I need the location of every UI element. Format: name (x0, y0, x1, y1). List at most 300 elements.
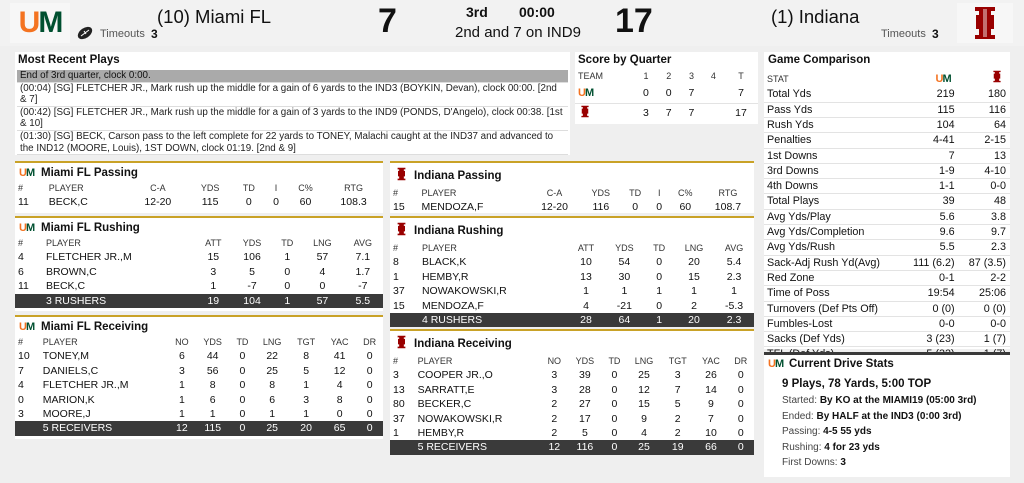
comparison-row (764, 87, 1010, 102)
cell: 1 (269, 408, 276, 421)
total-row (390, 440, 754, 454)
miami-value: 3 (23) (902, 332, 958, 347)
indiana-value: 48 (959, 194, 1010, 209)
cell: 12-20 (541, 201, 568, 214)
indiana-value: 0-0 (959, 179, 1010, 194)
player-name: 5 RECEIVERS (415, 440, 541, 454)
table-row[interactable] (15, 250, 383, 264)
player-name: BECK,C (45, 280, 86, 293)
score-by-quarter-panel (575, 52, 758, 124)
cell: 5.4 (726, 256, 742, 269)
cell: 0 (273, 196, 279, 209)
cell (703, 83, 724, 103)
cell: 0 (737, 383, 744, 396)
indiana-logo-icon (394, 167, 408, 184)
cell: 0 (366, 393, 373, 406)
cell: 15 (393, 299, 405, 312)
miami-value: 9.6 (902, 225, 958, 240)
cell: 8 (269, 379, 276, 392)
cell: 66 (694, 440, 727, 454)
cell: 1 (178, 408, 185, 421)
cell: 108.3 (340, 196, 367, 209)
home-score: 17 (615, 2, 653, 40)
column-header: PLAYER (42, 337, 78, 347)
play-item[interactable]: (00:04) [SG] FLETCHER JR., Mark rush up the middle for a gain of 6 yards to the IND3 (BOYKIN, Devan), clock 00:00. [2nd & 7] (17, 83, 568, 107)
cell: 15 (393, 201, 405, 214)
stat-name: 4th Downs (764, 179, 902, 194)
miami-value: 5.5 (902, 240, 958, 255)
indiana-value: 25:06 (959, 286, 1010, 301)
cell: 8 (393, 256, 399, 269)
home-timeouts: 3 (932, 27, 939, 41)
cell: 0 (737, 412, 744, 425)
table-row[interactable] (390, 255, 754, 269)
stat-name: Avg Yds/Completion (764, 225, 902, 240)
comparison-row (764, 179, 1010, 194)
score-by-quarter-table (575, 69, 758, 123)
cell: 0 (366, 408, 373, 421)
stat-table (390, 354, 754, 455)
column-header: LNG (313, 238, 332, 248)
current-drive-panel (764, 352, 1010, 477)
cell: 25 (266, 364, 279, 377)
cell: 0 (602, 440, 627, 454)
column-header: I (274, 183, 278, 193)
cell: 15 (207, 251, 220, 264)
column-header: C-A (150, 183, 166, 193)
stat-name: Turnovers (Def Pts Off) (764, 301, 902, 316)
column-header: # (18, 183, 24, 193)
cell: 19 (661, 440, 694, 454)
table-row[interactable] (15, 378, 383, 392)
cell: 0 (239, 350, 246, 363)
play-item[interactable]: (00:42) [SG] FLETCHER JR., Mark rush up the middle for a gain of 3 yards to the IND9 (PONDS, D'Angelo), clock 00:38. [1st & 10] (17, 107, 568, 131)
cell: 0 (632, 201, 639, 214)
player-name: TONEY,M (42, 350, 90, 363)
cell: 27 (579, 398, 591, 411)
column-header: YDS (200, 183, 220, 193)
cell: 0 (284, 265, 291, 278)
total-row (390, 313, 754, 327)
cell: 7 (688, 107, 695, 120)
cell: 7 (688, 86, 695, 99)
cell: 0 (737, 398, 744, 411)
section-title: Indiana Rushing (414, 224, 504, 237)
cell: 115 (201, 196, 219, 209)
column-header: YDS (615, 243, 634, 253)
column-header: TD (629, 188, 642, 198)
player-name: DANIELS,C (42, 364, 99, 377)
indiana-logo-icon (578, 105, 592, 122)
cell (15, 421, 40, 435)
section-title: Miami FL Passing (41, 167, 138, 179)
total-row (15, 294, 383, 308)
cell: 7 (665, 107, 672, 120)
cell: 10 (580, 256, 592, 269)
cell: 1 (393, 427, 399, 440)
column-header: LNG (634, 356, 654, 366)
stat-table (15, 236, 383, 308)
stat-name: Pass Yds (764, 102, 902, 117)
column-header: YAC (702, 356, 720, 366)
cell: 9 (641, 412, 647, 425)
stat-name: Sacks (Def Yds) (764, 332, 902, 347)
column-header: # (18, 238, 24, 248)
cell: 37 (393, 285, 405, 298)
cell: 2 (551, 398, 558, 411)
stat-name: 3rd Downs (764, 163, 902, 178)
cell: 15 (638, 398, 650, 411)
drive-rushing-label: Rushing: (782, 441, 822, 453)
table-row[interactable] (390, 299, 754, 313)
column-header: AVG (724, 243, 744, 253)
cell: -21 (616, 299, 632, 312)
cell: 8 (336, 393, 343, 406)
miami-logo: UM (10, 3, 70, 43)
cell: 60 (299, 196, 312, 209)
cell (390, 313, 419, 327)
cell: 1 (178, 379, 185, 392)
play-item[interactable]: (01:30) [SG] BECK, Carson pass to the left complete for 22 yards to TONEY, Malachi caught at the IND37 and advanced to the IND12 (MOORE, Louis), 1ST DOWN, clock 01:19. [2nd & 9] (17, 131, 568, 155)
indiana-logo-icon (990, 70, 1004, 87)
stat-name: Rush Yds (764, 118, 902, 133)
cell: 1 (583, 285, 589, 298)
stat-name: Penalties (764, 133, 902, 148)
table-row (575, 83, 758, 103)
cell: 25 (638, 369, 650, 382)
cell: 25 (255, 421, 289, 435)
column-header: NO (175, 337, 189, 347)
table-row[interactable] (390, 368, 754, 382)
cell: 0 (728, 440, 754, 454)
indiana-logo-icon (394, 222, 408, 239)
cell: 2.3 (714, 313, 754, 327)
cell: 3 (393, 369, 399, 382)
cell: 39 (579, 369, 591, 382)
indiana-value: 1 (7) (959, 332, 1010, 347)
cell: 115 (196, 421, 230, 435)
indiana-value: 64 (959, 118, 1010, 133)
cell: 1 (691, 285, 697, 298)
comparison-row (764, 133, 1010, 148)
scoreboard-header (0, 0, 1024, 46)
indiana-receiving-panel (390, 329, 754, 453)
cell: 4 (18, 251, 24, 264)
table-row[interactable] (390, 383, 754, 397)
table-row[interactable] (390, 284, 754, 298)
indiana-logo (957, 3, 1013, 43)
stat-table (390, 241, 754, 327)
comparison-row (764, 286, 1010, 301)
cell: 17 (735, 107, 747, 120)
cell: 11 (18, 196, 29, 209)
cell: 37 (393, 412, 405, 425)
cell: 10 (705, 427, 717, 440)
column-header: PLAYER (48, 183, 84, 193)
cell: 7 (674, 383, 681, 396)
miami-logo-icon: UM (578, 86, 594, 99)
cell: 13 (393, 383, 405, 396)
column-header: YDS (203, 337, 222, 347)
cell: 7 (738, 86, 744, 99)
cell: 0 (239, 393, 246, 406)
cell: 2 (691, 299, 697, 312)
stat-name: Time of Poss (764, 286, 902, 301)
column-header: # (393, 243, 399, 253)
column-header: YDS (591, 188, 611, 198)
drive-summary: 9 Plays, 78 Yards, 5:00 TOP (782, 378, 932, 390)
recent-plays-panel (15, 52, 570, 155)
down-distance: 2nd and 7 on IND9 (455, 24, 581, 41)
cell: 5 (674, 398, 681, 411)
cell: 0 (366, 379, 373, 392)
cell: 19 (195, 294, 232, 308)
indiana-value: 180 (959, 87, 1010, 102)
comparison-row (764, 102, 1010, 117)
cell: 3 (674, 369, 681, 382)
table-row[interactable] (15, 364, 383, 378)
indiana-logo-icon (394, 335, 408, 352)
cell: 3 (178, 364, 185, 377)
section-title: Miami FL Rushing (41, 222, 140, 234)
cell: 12 (541, 440, 568, 454)
miami-receiving-panel (15, 315, 383, 439)
indiana-value: 2.3 (959, 240, 1010, 255)
cell: 0 (611, 412, 618, 425)
cell: 1 (393, 270, 399, 283)
cell: 1 (178, 393, 185, 406)
cell: 2.3 (726, 270, 742, 283)
cell: 0 (737, 427, 744, 440)
table-row[interactable] (390, 397, 754, 411)
game-clock: 00:00 (519, 4, 555, 20)
stat-name: 1st Downs (764, 148, 902, 163)
stat-name: Total Yds (764, 87, 902, 102)
indiana-value: 2-15 (959, 133, 1010, 148)
miami-value: 4-41 (902, 133, 958, 148)
comparison-row (764, 194, 1010, 209)
cell: 15 (688, 270, 700, 283)
table-row[interactable] (15, 195, 383, 209)
header-cell: 1 (643, 71, 649, 81)
cell: 12 (333, 364, 346, 377)
stat-name: Red Zone (764, 270, 902, 285)
comparison-row (764, 148, 1010, 163)
cell: 0 (230, 421, 255, 435)
indiana-passing-panel (390, 161, 754, 213)
section-title: Indiana Passing (414, 169, 502, 182)
cell (703, 103, 724, 123)
player-name: BECKER,C (417, 398, 472, 411)
player-name: MARION,K (42, 393, 95, 406)
cell: 6 (209, 393, 216, 406)
cell: 0 (366, 350, 373, 363)
table-row[interactable] (390, 426, 754, 440)
table-row[interactable] (390, 270, 754, 284)
column-header: C-A (546, 188, 563, 198)
stat-table (390, 186, 754, 215)
score-by-quarter-title: Score by Quarter (578, 54, 672, 66)
table-row[interactable] (15, 407, 383, 421)
player-name: FLETCHER JR.,M (45, 251, 132, 264)
cell: 2 (674, 427, 681, 440)
indiana-value: 2-2 (959, 270, 1010, 285)
column-header: PLAYER (45, 238, 81, 248)
cell: 12-20 (144, 196, 172, 209)
header-cell: 2 (666, 71, 672, 81)
cell: 0 (611, 369, 618, 382)
cell: 7 (18, 364, 24, 377)
play-item[interactable]: End of 3rd quarter, clock 0:00. (17, 70, 568, 83)
comparison-row (764, 240, 1010, 255)
column-header: LNG (262, 337, 282, 347)
recent-plays-title: Most Recent Plays (18, 54, 120, 66)
table-row[interactable] (390, 412, 754, 426)
cell: 3 (551, 369, 558, 382)
miami-value: 0 (0) (902, 301, 958, 316)
cell: 12 (168, 421, 195, 435)
cell: 17 (579, 412, 591, 425)
home-timeouts-label: Timeouts (881, 28, 926, 40)
cell: 57 (316, 251, 329, 264)
cell: 22 (266, 350, 279, 363)
cell: 30 (618, 270, 631, 283)
cell: 0 (239, 408, 246, 421)
player-name: MENDOZA,F (421, 299, 484, 312)
column-header: RTG (344, 183, 363, 193)
column-header: PLAYER (421, 243, 457, 253)
table-row[interactable] (15, 349, 383, 363)
cell: 6 (178, 350, 185, 363)
player-name: FLETCHER JR.,M (42, 379, 129, 392)
comparison-row (764, 225, 1010, 240)
player-name: BROWN,C (45, 265, 97, 278)
column-header: NO (547, 356, 562, 366)
away-timeouts-label: Timeouts (100, 28, 145, 40)
cell: 25 (627, 440, 661, 454)
player-name: 4 RUSHERS (419, 313, 568, 327)
cell: 3 (303, 393, 310, 406)
cell: 13 (580, 270, 592, 283)
table-row[interactable] (390, 200, 754, 214)
stat-name: Total Plays (764, 194, 902, 209)
column-header: ATT (205, 238, 222, 248)
cell: 0 (356, 421, 383, 435)
cell: 28 (568, 313, 605, 327)
player-name: BLACK,K (421, 256, 467, 269)
indiana-value: 4-10 (959, 163, 1010, 178)
cell: 0 (611, 398, 618, 411)
cell: 4 (641, 427, 647, 440)
cell: 116 (592, 201, 610, 214)
table-row[interactable] (15, 265, 383, 279)
cell: 20 (289, 421, 323, 435)
section-title: Indiana Receiving (414, 337, 512, 350)
column-header: YDS (242, 238, 262, 248)
cell: 0 (656, 270, 663, 283)
cell: 104 (232, 294, 273, 308)
cell: 5 (249, 265, 255, 278)
cell: 0 (665, 86, 672, 99)
comparison-row (764, 270, 1010, 285)
miami-logo-icon: UM (768, 358, 784, 370)
column-header: DR (734, 356, 748, 366)
cell: 0 (737, 369, 744, 382)
header-cell: 3 (688, 71, 694, 81)
column-header: # (393, 188, 399, 198)
miami-value: 39 (902, 194, 958, 209)
cell: 7 (708, 412, 714, 425)
miami-value: 1-1 (902, 179, 958, 194)
column-header: I (657, 188, 661, 198)
miami-value: 111 (6.2) (902, 255, 958, 270)
cell (390, 440, 415, 454)
indiana-value: 3.8 (959, 209, 1010, 224)
miami-value: 1-9 (902, 163, 958, 178)
stat-table (15, 335, 383, 436)
miami-logo-icon: UM (935, 72, 951, 85)
cell: 1 (209, 408, 216, 421)
away-score: 7 (378, 2, 397, 40)
cell: 0 (366, 364, 373, 377)
cell: 60 (679, 201, 692, 214)
column-header: PLAYER (421, 188, 457, 198)
miami-value: 0-0 (902, 316, 958, 331)
stat-name: Avg Yds/Play (764, 209, 902, 224)
column-header: TD (236, 337, 249, 347)
stat-name: Fumbles-Lost (764, 316, 902, 331)
cell: 12 (638, 383, 650, 396)
cell: 5 (303, 364, 310, 377)
table-row[interactable] (15, 279, 383, 293)
miami-logo-icon: UM (19, 321, 35, 333)
cell: 3 (210, 265, 217, 278)
cell: -7 (247, 280, 257, 293)
drive-ended-label: Ended: (782, 410, 814, 422)
quarter: 3rd (466, 4, 488, 20)
indiana-value: 0-0 (959, 316, 1010, 331)
drive-rushing: 4 for 23 yds (824, 441, 880, 453)
comparison-row (764, 316, 1010, 331)
comparison-row (764, 163, 1010, 178)
stat-name: Sack-Adj Rush Yd(Avg) (764, 255, 902, 270)
cell: 10 (18, 350, 30, 363)
cell: 41 (333, 350, 346, 363)
drive-started: By KO at the MIAMI19 (05:00 3rd) (819, 395, 977, 406)
cell: 0 (611, 383, 618, 396)
miami-value: 0-1 (902, 270, 958, 285)
cell (15, 294, 43, 308)
table-row[interactable] (15, 393, 383, 407)
miami-value: 5.6 (902, 209, 958, 224)
current-drive-title: Current Drive Stats (789, 358, 894, 370)
player-name: HEMBY,R (417, 427, 465, 440)
cell: 14 (705, 383, 717, 396)
cell: 0 (611, 427, 618, 440)
cell: 80 (393, 398, 405, 411)
cell: -5.3 (724, 299, 744, 312)
cell: 7.1 (355, 251, 371, 264)
column-header: TD (242, 183, 255, 193)
cell: 1 (272, 294, 302, 308)
column-header: TGT (668, 356, 687, 366)
miami-value: 115 (902, 102, 958, 117)
cell: 2 (551, 412, 558, 425)
table-row (575, 103, 758, 123)
comparison-row (764, 255, 1010, 270)
cell: 2 (551, 427, 558, 440)
cell: 0 (18, 393, 24, 406)
